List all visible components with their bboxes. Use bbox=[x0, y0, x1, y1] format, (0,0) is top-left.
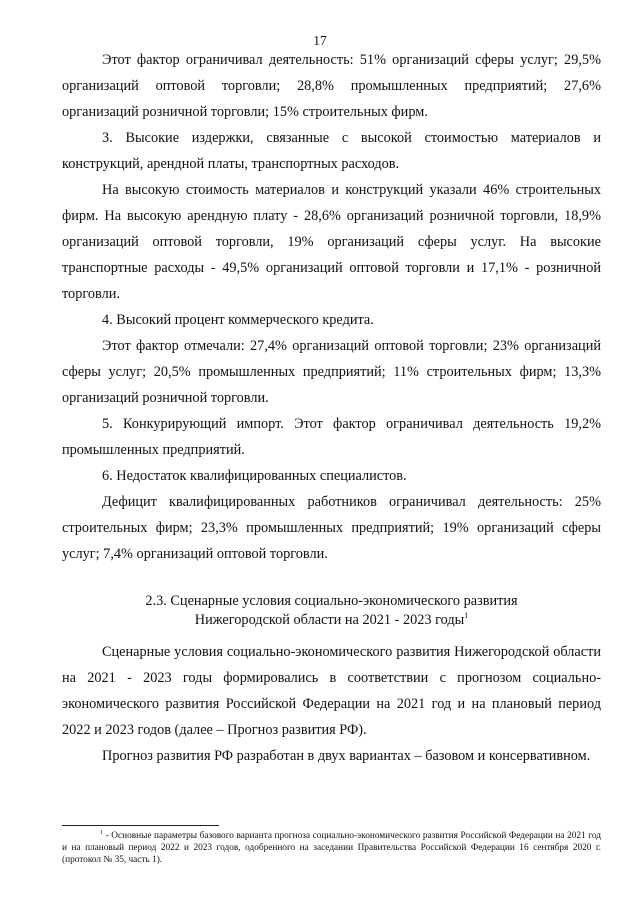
section-heading-text: Нижегородской области на 2021 - 2023 годы bbox=[194, 612, 465, 628]
section-heading bbox=[62, 592, 601, 630]
footnote-text: - Основные параметры базового варианта прогноза социально-экономического развития Российской Федерации на 2021 год и на плановый период 2022 и 2023 годов, одобренного на заседании Правительства Российской Федерации 16 сентября 2020 г. (протокол № 35, часть 1). bbox=[62, 831, 601, 865]
footnote-marker: 1 bbox=[100, 829, 103, 836]
section-heading-line-1: 2.3. Сценарные условия социально-экономического развития bbox=[145, 593, 518, 609]
footnote bbox=[62, 830, 601, 866]
paragraph-credit-rate: 4. Высокий процент коммерческого кредита. bbox=[102, 312, 374, 328]
paragraph-import: 5. Конкурирующий импорт. Этот фактор ограничивал деятельность 19,2% промышленных предприятий. bbox=[62, 416, 601, 458]
paragraph-high-costs: 3. Высокие издержки, связанные с высокой стоимостью материалов и конструкций, арендной платы, транспортных расходов. bbox=[62, 130, 601, 172]
footnote-divider bbox=[62, 825, 219, 826]
paragraph-costs-details: На высокую стоимость материалов и конструкций указали 46% строительных фирм. На высокую арендную плату - 28,6% организаций розничной торговли, 18,9% организаций оптовой торговли, 19% организаций сферы услуг. На высокие транспортные расходы - 49,5% организаций оптовой торговли и 17,1% - розничной торговли. bbox=[62, 182, 601, 302]
paragraph-specialists-details: Дефицит квалифицированных работников ограничивал деятельность: 25% строительных фирм; 23,3% промышленных предприятий; 19% организаций сферы услуг; 7,4% организаций оптовой торговли. bbox=[62, 494, 601, 562]
paragraph-specialists: 6. Недостаток квалифицированных специалистов. bbox=[102, 468, 407, 484]
paragraph-scenario-conditions: Сценарные условия социально-экономического развития Нижегородской области на 2021 - 2023 годы формировались в соответствии с прогнозом социально-экономического развития Российской Федерации на 2021 год и на плановый период 2022 и 2023 годов (далее – Прогноз развития РФ). bbox=[62, 644, 601, 738]
footnote-reference[interactable]: 1 bbox=[464, 611, 469, 621]
page-number: 17 bbox=[313, 33, 327, 48]
paragraph-credit-details: Этот фактор отмечали: 27,4% организаций оптовой торговли; 23% организаций сферы услуг; 20,5% промышленных предприятий; 11% строительных фирм; 13,3% организаций розничной торговли. bbox=[62, 338, 601, 406]
section-heading-line-2 bbox=[62, 611, 601, 630]
body-text bbox=[62, 47, 601, 567]
paragraph-forecast-variants: Прогноз развития РФ разработан в двух вариантах – базовом и консервативном. bbox=[102, 748, 591, 764]
paragraph-factor-limits: Этот фактор ограничивал деятельность: 51% организаций сферы услуг; 29,5% организаций оптовой торговли; 28,8% промышленных предприятий; 27,6% организаций розничной торговли; 15% строительных фирм. bbox=[62, 52, 601, 120]
section-body-text bbox=[62, 639, 601, 769]
